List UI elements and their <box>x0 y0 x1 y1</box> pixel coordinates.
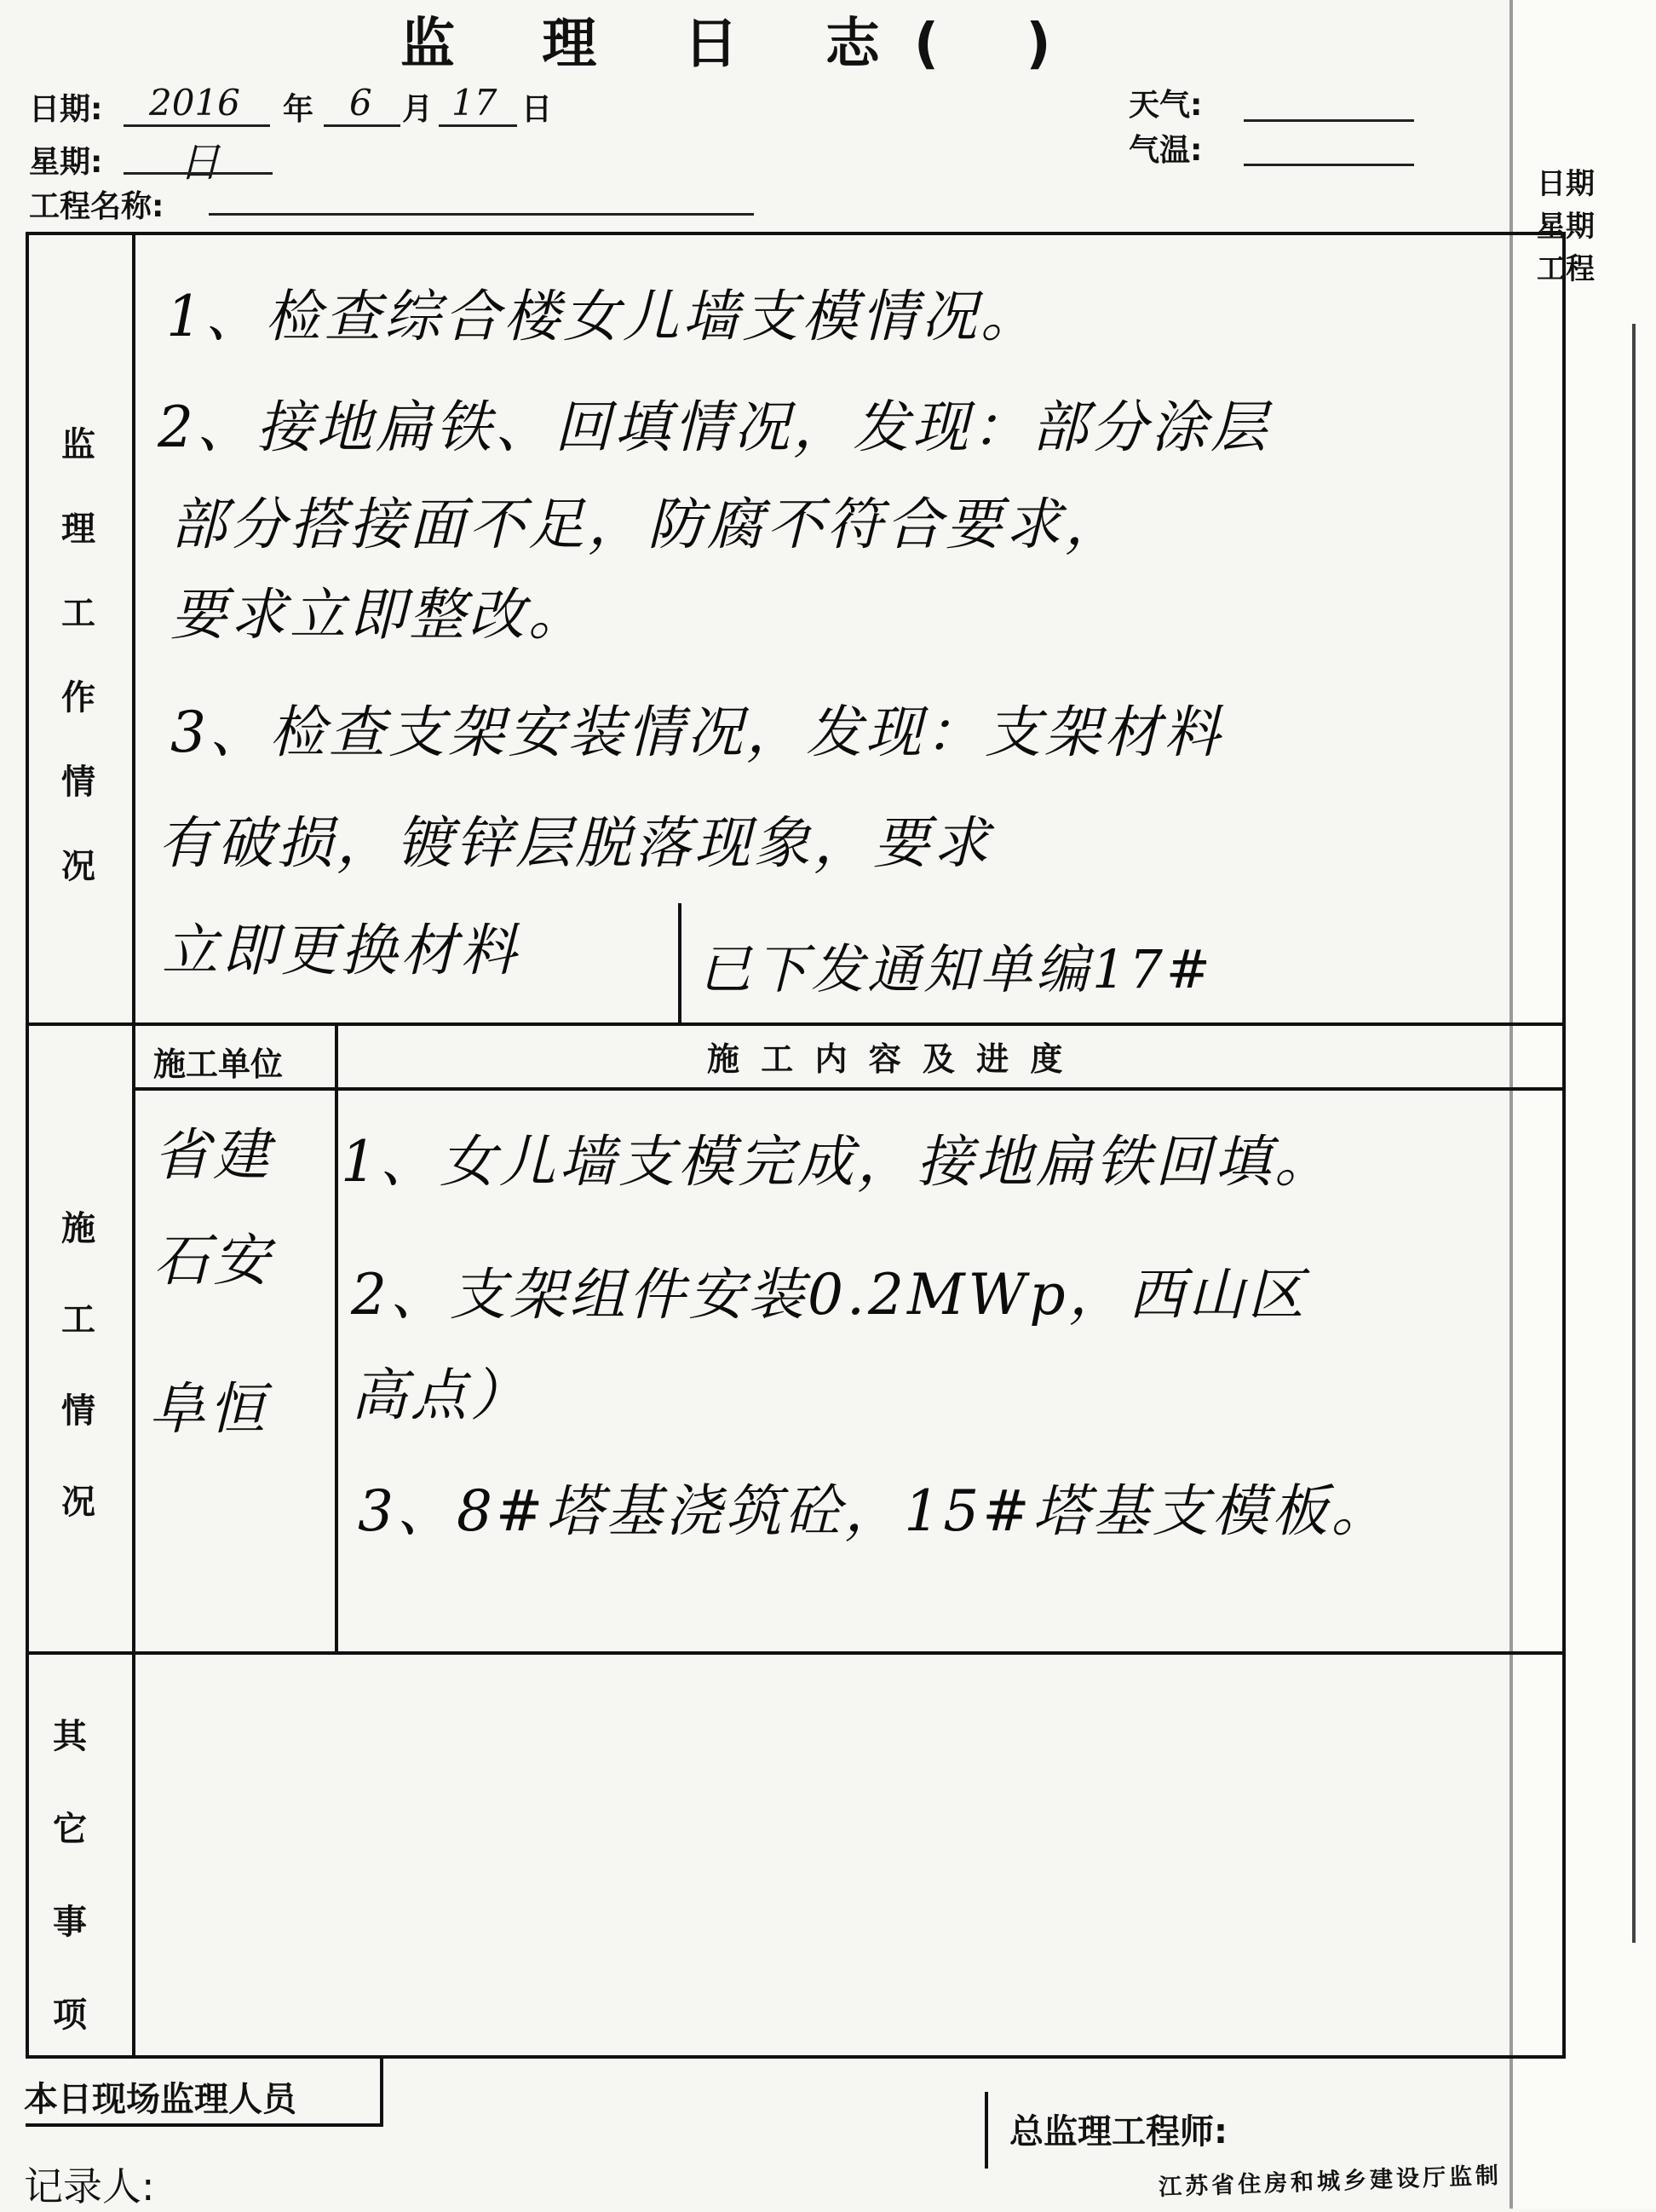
temperature-underline <box>1244 164 1414 166</box>
page-title: 监 理 日 志( ) <box>400 13 1085 76</box>
supervision-bottom-divider <box>26 1022 1562 1026</box>
other-section-label <box>53 1709 87 2036</box>
weather-underline <box>1244 119 1414 122</box>
construction-content-header: 施 工 内 容 及 进 度 <box>707 1040 1068 1078</box>
construction-unit: 石安 <box>153 1228 273 1293</box>
label-column-divider <box>132 232 135 2055</box>
staff-label-divider <box>380 2055 383 2125</box>
supervision-line: 立即更换材料 <box>162 918 520 983</box>
adjacent-page-date-stub: 日期 <box>1537 167 1595 201</box>
adjacent-page-weekday-stub: 星期 <box>1537 210 1595 244</box>
construction-label-char: 情 <box>61 1391 95 1431</box>
weekday-label: 星期: <box>29 145 103 180</box>
weekday-underline <box>124 172 273 175</box>
date-month-underline <box>324 124 400 127</box>
recorder-label: 记录人: <box>24 2163 155 2209</box>
construction-label-char: 工 <box>61 1300 95 1339</box>
other-label-char: 事 <box>53 1903 87 1942</box>
supervision-label-char: 监 <box>61 425 95 464</box>
construction-label-char: 况 <box>61 1483 95 1522</box>
weekday-value: 日 <box>179 139 221 187</box>
weather-label: 天气: <box>1129 88 1203 123</box>
adjacent-page-project-stub: 工程 <box>1537 252 1595 286</box>
supervision-line: 有破损，镀锌层脱落现象，要求 <box>158 810 992 876</box>
date-label: 日期: <box>29 92 103 127</box>
chief-engineer-label: 总监理工程师: <box>1009 2112 1228 2152</box>
construction-unit: 阜恒 <box>149 1376 268 1442</box>
supervision-line: 2、接地扁铁、回填情况，发现：部分涂层 <box>158 395 1270 460</box>
month-label: 月 <box>402 92 434 127</box>
supervision-line: 1、检查综合楼女儿墙支模情况。 <box>166 284 1040 349</box>
other-label-char: 它 <box>53 1810 87 1849</box>
temperature-label: 气温: <box>1129 133 1203 168</box>
other-label-char: 其 <box>53 1717 87 1756</box>
day-label: 日 <box>521 92 553 127</box>
adjacent-page-border <box>1632 324 1636 1943</box>
notice-divider <box>678 903 681 1022</box>
date-year-underline <box>124 124 270 127</box>
construction-unit: 省建 <box>153 1122 273 1188</box>
year-label: 年 <box>283 92 314 127</box>
date-day-underline <box>439 124 517 127</box>
supervision-label-char: 作 <box>61 678 95 717</box>
unit-column-divider <box>335 1022 338 1653</box>
column-header-divider <box>132 1087 1562 1091</box>
date-month-value: 6 <box>349 82 372 124</box>
notice-reference: 已下发通知单编17# <box>699 938 1214 1000</box>
supervision-line: 部分搭接面不足，防腐不符合要求， <box>170 492 1124 557</box>
construction-section-label <box>61 1201 95 1524</box>
issuer-imprint: 江苏省住房和城乡建设厅监制 <box>1158 2162 1503 2202</box>
construction-label-char: 施 <box>61 1209 95 1248</box>
chief-divider <box>985 2092 988 2169</box>
construction-progress-line: 2、支架组件安装0.2MWp，西山区 <box>351 1262 1308 1328</box>
project-name-label: 工程名称: <box>29 189 164 224</box>
supervision-label-char: 理 <box>61 510 95 549</box>
supervision-label-char: 况 <box>61 847 95 886</box>
project-name-underline <box>209 213 754 216</box>
date-day-value: 17 <box>451 82 497 124</box>
supervision-section-label <box>61 418 95 888</box>
supervision-label-char: 情 <box>61 763 95 802</box>
on-site-staff-label: 本日现场监理人员 <box>24 2080 296 2119</box>
other-label-char: 项 <box>53 1996 87 2035</box>
supervision-label-char: 工 <box>61 594 95 633</box>
construction-unit-header: 施工单位 <box>153 1046 284 1083</box>
construction-progress-line: 3、8#塔基浇筑砼，15#塔基支模板。 <box>358 1478 1391 1544</box>
date-year-value: 2016 <box>149 82 240 124</box>
supervision-line: 3、检查支架安装情况，发现：支架材料 <box>170 700 1223 765</box>
supervision-line: 要求立即整改。 <box>170 582 588 648</box>
staff-bottom-line <box>26 2123 383 2127</box>
construction-progress-line: 高点） <box>351 1362 530 1428</box>
construction-progress-line: 1、女儿墙支模完成，接地扁铁回填。 <box>341 1129 1334 1195</box>
other-bottom-divider <box>26 2055 1562 2059</box>
construction-bottom-divider <box>26 1651 1562 1655</box>
